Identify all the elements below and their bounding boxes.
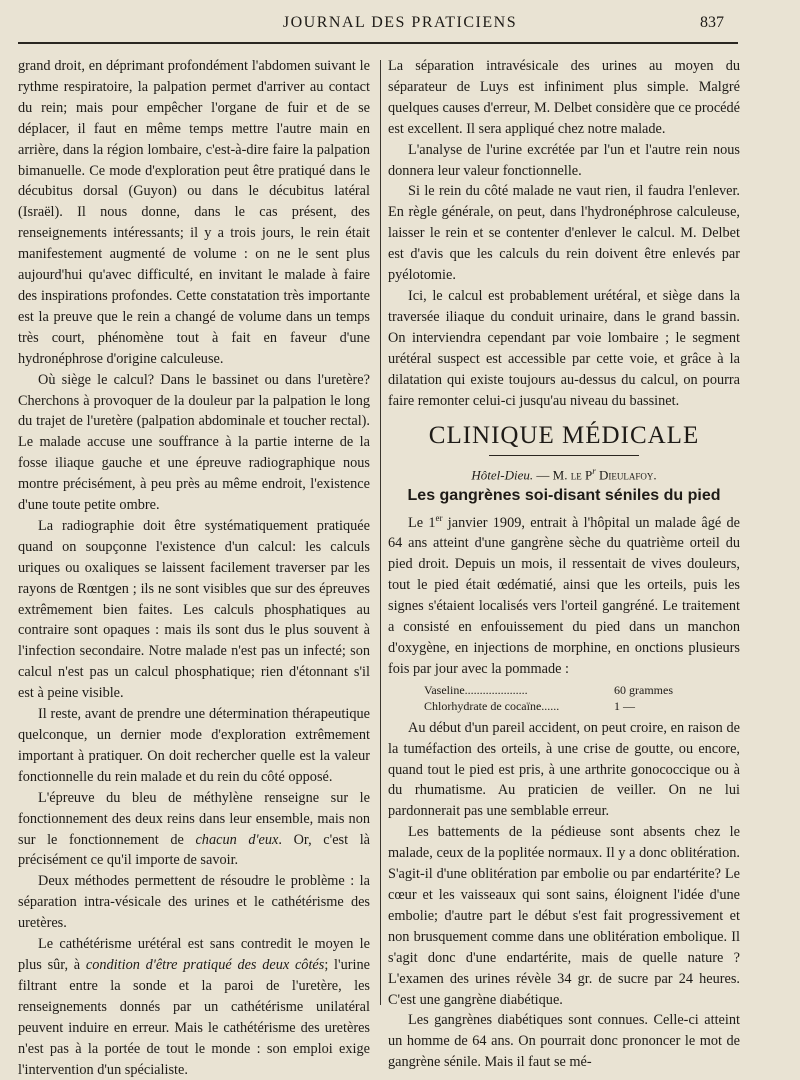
prescription-qty: 60 grammes	[614, 682, 673, 697]
paragraph: grand droit, en déprimant profondément l'abdomen suivant le rythme respiratoire, la palpation permet d'arriver au contact du rein; mais pour empêcher l'organe de fuir et de se déplacer, il faut en même temps mettre l'autre main en arrière, dans la région lombaire, c'est-à-dire faire la palpation bimanuelle. Ce mode d'exploration peut être pratiqué dans le décubitus dorsal (Guyon) ou dans le décubitus latéral (Israël). Il nous donne, dans le cas présent, des renseignements intéressants; il y a trois jours, le rein était manifestement augmenté de volume : on ne le sent plus aujourd'hui qu'avec difficulté, en invitant le malade à faire des inspirations profondes. Cette constatation très importante est la preuve que le rein a changé de volume dans un temps très court, phénomène tout à fait en faveur d'une hydronéphrose d'origine calculeuse.	[18, 58, 370, 367]
right-column	[388, 56, 740, 1073]
emphasis: chacun d'eux	[195, 831, 279, 848]
prescription	[424, 682, 740, 714]
paragraph: Il reste, avant de prendre une détermination thérapeutique quelconque, un dernier mode d'exploration extrêmement important à pratiquer. On doit rechercher quelle est la valeur fonctionnelle du rein malade et du rein du côté opposé.	[18, 706, 370, 785]
byline-sep: — M. le P	[533, 467, 593, 483]
paragraph: La séparation intravésicale des urines au moyen du séparateur de Luys est infiniment plus simple. Malgré quelques causes d'erreur, M. Delbet considère que ce procédé est excellent. Il sera appliqué chez notre malade.	[388, 58, 740, 137]
header-rule	[18, 42, 738, 44]
paragraph	[18, 788, 370, 872]
text-run: ; l'urine filtrant entre la sonde et la paroi de l'uretère, les renseignements donnés par un cathétérisme unilatéral peuvent induire en erreur. Mais le cathétérisme des uretères n'est pas à la portée de tout le monde : son emploi exige l'intervention d'un spécialiste.	[18, 956, 370, 1078]
paragraph: La radiographie doit être systématiquement pratiquée quand on soupçonne l'existence d'un calcul: les calculs uriques ou oxaliques se laissent facilement traverser par les rayons de Rœntgen ; ils ne sont visibles que sur des épreuves extrêmement bien faites. Les calculs phosphatiques au contraire sont opaques : mais ils sont dus le plus souvent à l'infection secondaire. Notre malade n'est pas un infecté; son calcul n'est pas un calcul phosphatique; rien d'étonnant s'il est à peine visible.	[18, 517, 370, 702]
paragraph: L'analyse de l'urine excrétée par l'un et l'autre rein nous donnera leur valeur fonctionnelle.	[388, 141, 740, 179]
paragraph: Ici, le calcul est probablement urétéral, et siège dans la traversée iliaque du conduit urinaire, dans le grand bassin. On interviendra cependant par voie lombaire ; le segment urétéral suspect est accessible par cette voie, et grâce à la dilatation qui existe toujours au-dessus du calcul, on pourra faire remonter celui-ci jusqu'au niveau du bassinet.	[388, 287, 740, 409]
paragraph	[18, 934, 370, 1080]
byline	[388, 462, 740, 484]
text-run: L'épreuve du bleu de méthylène renseigne sur le fonctionnement des deux reins dans leur ensemble, mais non sur le fonctionnement de	[18, 789, 370, 848]
prescription-drug: Chlorhydrate de cocaïne......	[424, 698, 560, 713]
byline-name: Dieulafoy.	[598, 467, 657, 483]
byline-sup: r	[592, 466, 596, 477]
byline-place: Hôtel-Dieu.	[471, 467, 534, 483]
left-column	[18, 56, 370, 1080]
prescription-qty: 1 —	[614, 698, 635, 713]
text-run: Le 1	[408, 514, 436, 531]
text-run: janvier 1909, entrait à l'hôpital un malade âgé de 64 ans atteint d'une gangrène sèche du quatrième orteil du pied droit. Depuis un mois, il ressentait de vives douleurs, tout le pied était œdématié, ainsi que les orteils, puis les signes s'étaient localisés vers l'orteil gangréné. Le traitement a consisté en enfouissement du pied dans un manchon d'oxygène, en injections de morphine, en onctions plusieurs fois par jour avec la pommade :	[388, 514, 740, 677]
running-head	[0, 14, 800, 36]
paragraph: Si le rein du côté malade ne vaut rien, il faudra l'enlever. En règle générale, on peut, dans l'hydronéphrose calculeuse, laisser le rein et se contenter d'enlever le calcul. M. Delbet est d'avis que les calculs du rein doivent être enlevés par pyélotomie.	[388, 183, 740, 284]
article-title: Les gangrènes soi-disant séniles du pied	[407, 486, 721, 504]
column-separator	[380, 60, 381, 1005]
emphasis: condition d'être pratiqué des deux côtés	[85, 956, 325, 973]
ordinal-sup: er	[435, 512, 443, 523]
paragraph: Deux méthodes permettent de résoudre le problème : la séparation intra-vésicale des urines et le cathétérisme des uretères.	[18, 873, 370, 932]
prescription-drug: Vaseline.....................	[424, 682, 528, 697]
paragraph: Les battements de la pédieuse sont absents chez le malade, ceux de la poplitée normaux. Il y a donc oblitération. S'agit-il d'une oblitération par embolie ou par endartérite? Le cœur et les vaisseaux qui sont sains, éloignent l'idée d'une embolie; d'autre part le début s'est fait progressivement et non brusquement comme dans une oblitération embolique. Il s'agit donc d'une endartérite, mais de quelle nature ? L'examen des urines révèle 34 gr. de sucre par 24 heures. C'est une gangrène diabétique.	[388, 824, 740, 1008]
paragraph: Au début d'un pareil accident, on peut croire, en raison de la tuméfaction des orteils, à une crise de goutte, ou encore, quand tout le pied est pris, à une arthrite gonococcique ou à du rhumatisme. Au praticien de veiller. On ne lui pardonnerait pas une semblable erreur.	[388, 719, 740, 820]
section-heading: CLINIQUE MÉDICALE	[428, 422, 700, 450]
paragraph: Où siège le calcul? Dans le bassinet ou dans l'uretère? Cherchons à provoquer de la douleur par la palpation le long du trajet de l'uretère (palpation abdominale et toucher rectal). Le malade accuse une souffrance à la partie interne de la fosse iliaque gauche et une épreuve radiographique nous montre précisément, à peu près au même endroit, l'existence d'une toute petite ombre.	[18, 371, 370, 514]
page-number: 837	[700, 14, 724, 31]
paragraph	[388, 508, 740, 680]
prescription-row	[424, 698, 714, 714]
text-run: . Or, c'est là précisément ce qu'il importe de savoir.	[18, 831, 371, 869]
text-run: Le cathétérisme urétéral est sans contredit le moyen le plus sûr, à	[18, 936, 370, 973]
prescription-row	[424, 682, 714, 698]
section-rule	[489, 455, 639, 456]
paragraph: Les gangrènes diabétiques sont connues. Celle-ci atteint un homme de 64 ans. On pourrait donc prononcer le mot de gangrène sénile. Mais il faut se mé-	[388, 1012, 740, 1071]
journal-title: JOURNAL DES PRATICIENS	[282, 14, 518, 31]
